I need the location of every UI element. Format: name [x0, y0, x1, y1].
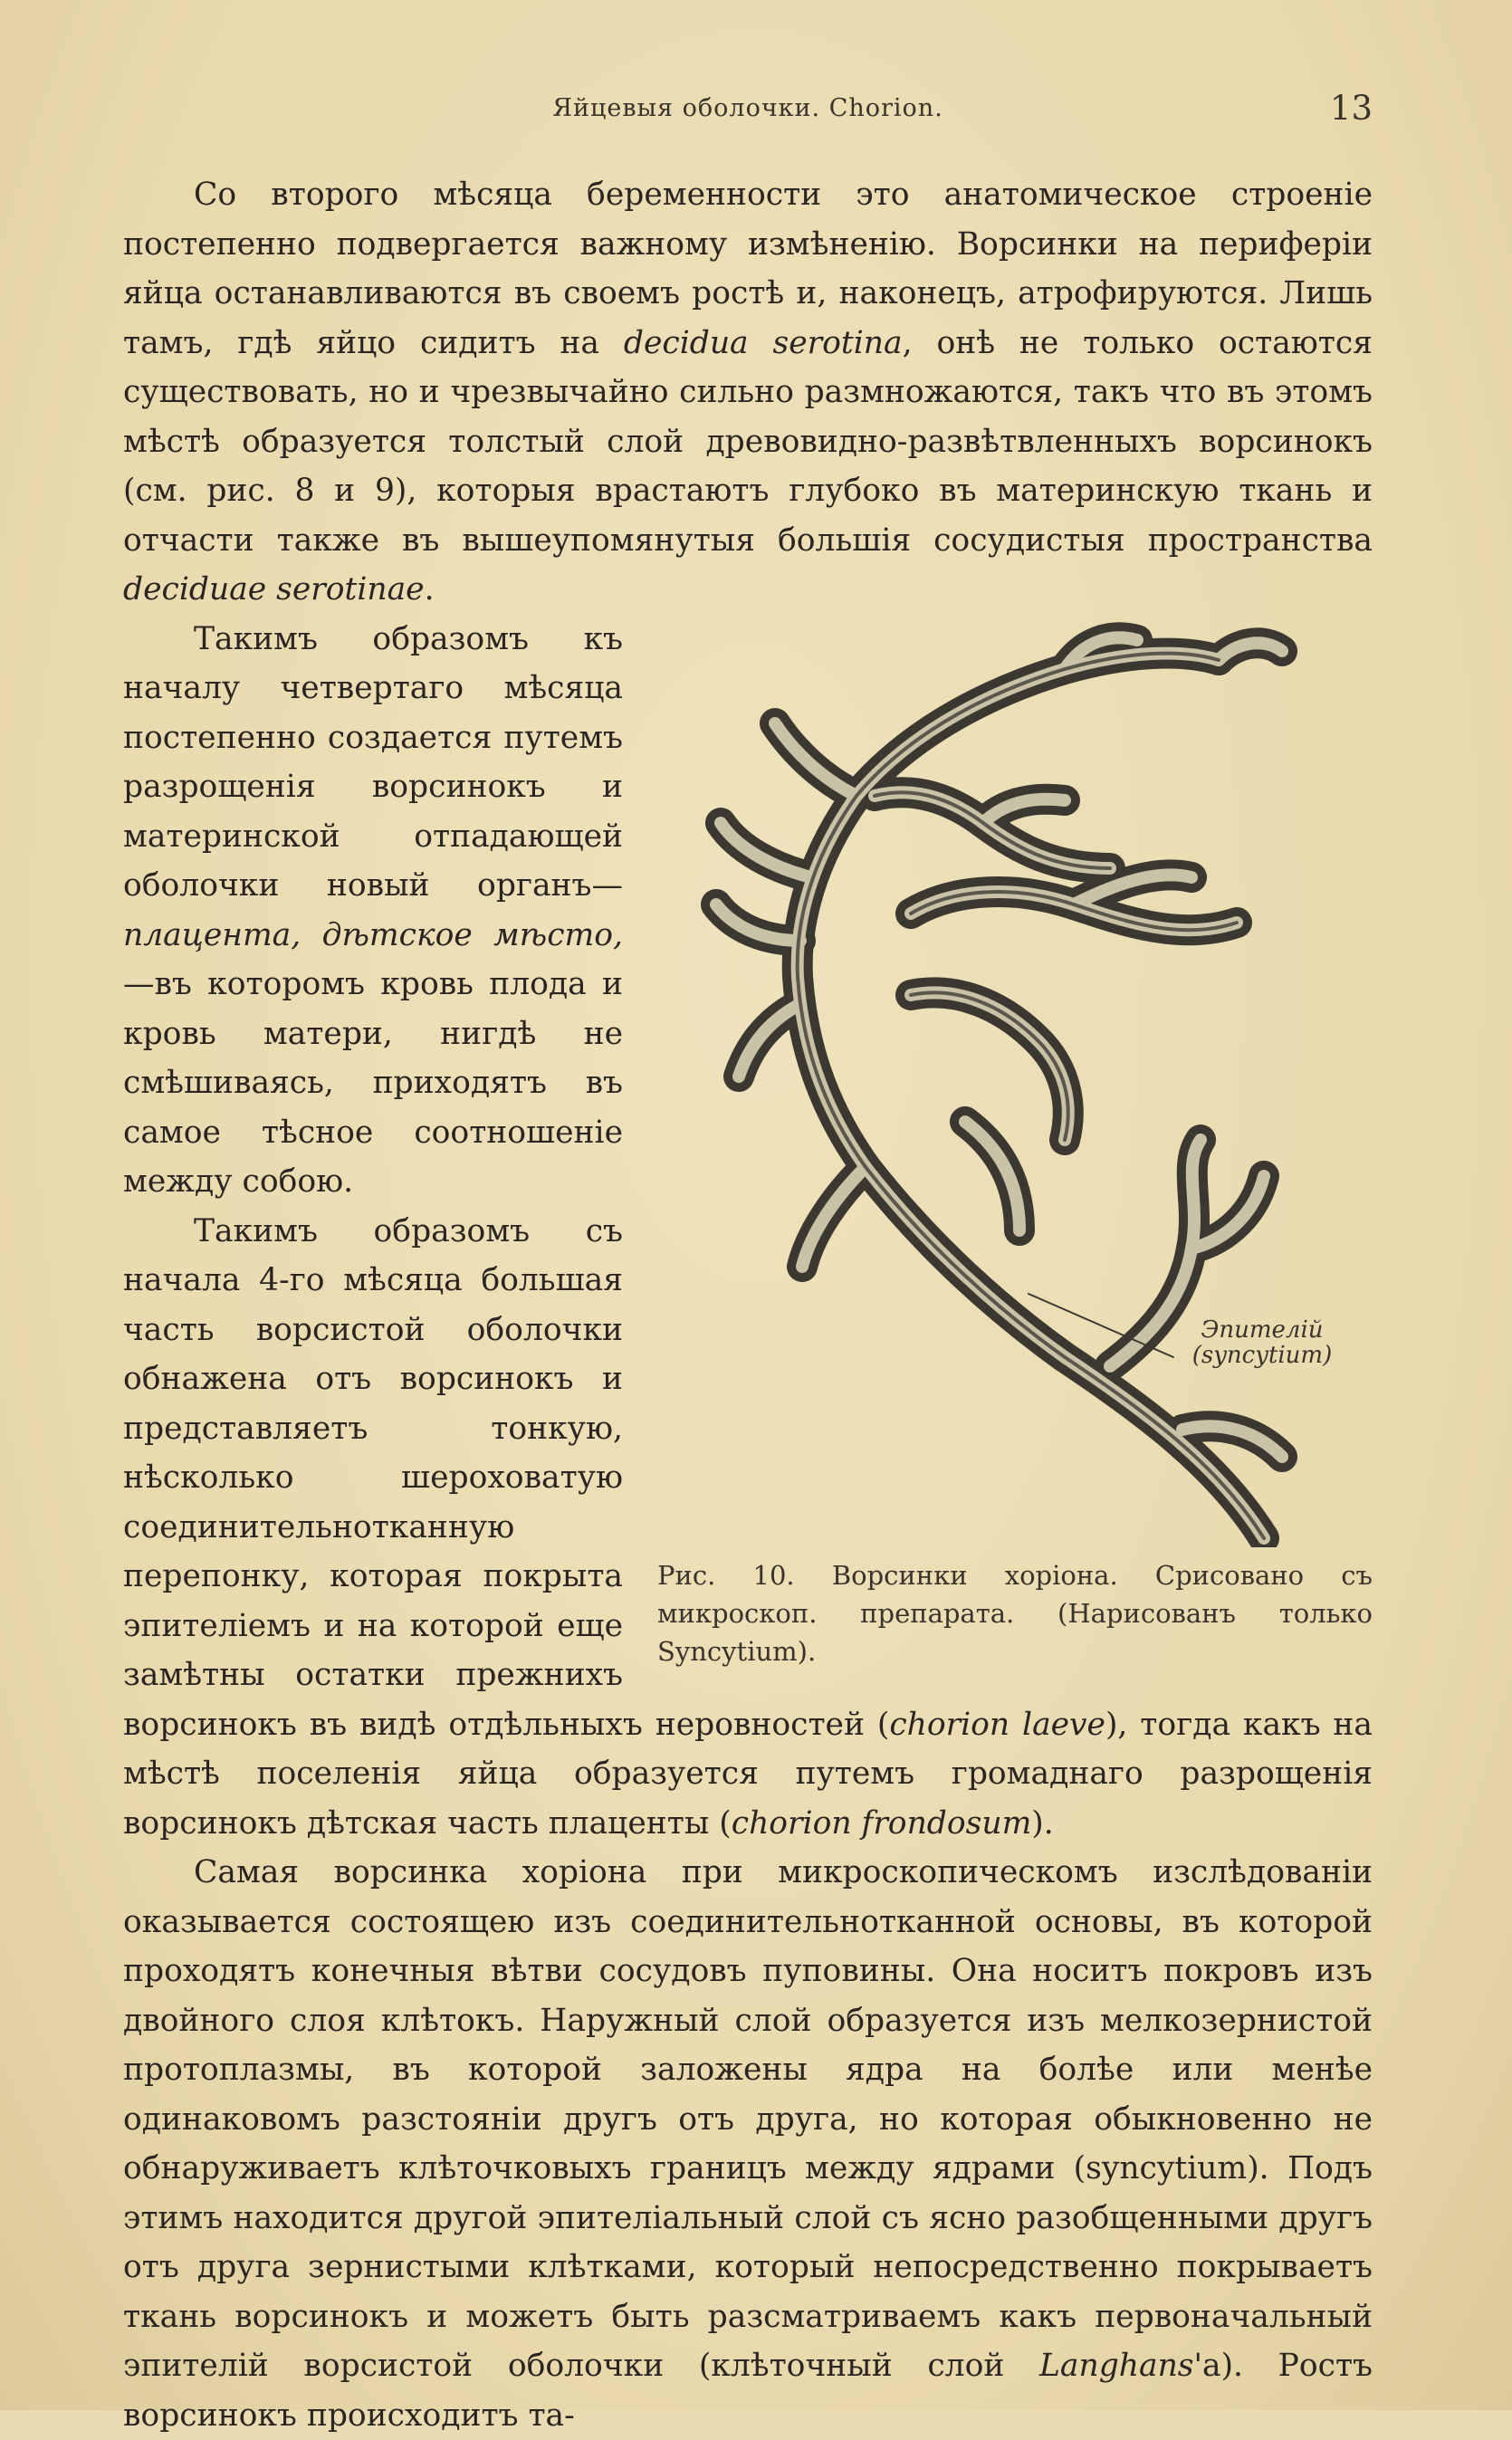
page-header [123, 89, 1373, 134]
figure-caption: Рис. 10. Ворсинки хоріона. Срисовано съ микроскоп. препарата. (Нарисованъ только Syncytium). [657, 1559, 1373, 1667]
villi-outline [716, 637, 1282, 1538]
paragraph-4: Самая ворсинка хоріона при микроскопическомъ изслѣдованіи оказывается состоящею изъ соединительнотканной основы, въ которой проходятъ конечныя вѣтви сосудовъ пуповины. Она носитъ покровъ изъ двойного слоя клѣтокъ. Наружный слой образуется изъ мелкозернистой протоплазмы, въ которой заложены ядра на болѣе или менѣе одинаковомъ разстояніи другъ отъ друга, но которая обыкновенно не обнаруживаетъ клѣточковыхъ границъ между ядрами (syncytium). Подъ этимъ находится другой эпителіальный слой съ ясно разобщенными другъ отъ друга зернистыми клѣтками, который непосредственно покрываетъ ткань ворсинокъ и можетъ быть разсматриваемъ какъ первоначальный эпителій ворсистой оболочки (клѣточный слой Langhans'а). Ростъ ворсинокъ происходитъ та- [123, 1854, 1373, 2434]
paragraph-1: Со второго мѣсяца беременности это анатомическое строеніе постепенно подвергается важному измѣненію. Ворсинки на периферіи яйца останавливаются въ своемъ ростѣ и, наконецъ, атрофируются. Лишь тамъ, гдѣ яйцо сидитъ на decidua serotina, онѣ не только остаются существовать, но и чрезвычайно сильно размножаются, такъ что въ этомъ мѣстѣ образуется толстый слой древовидно-развѣтвленныхъ ворсинокъ (см. рис. 8 и 9), которыя врастаютъ глубоко въ материнскую ткань и отчасти также въ вышеупомянутыя большія сосудистыя пространства deciduae serotinae. [123, 177, 1373, 608]
body-text [123, 170, 1373, 2440]
running-head: Яйцевыя оболочки. Chorion. [552, 94, 943, 122]
figure-label: Эпителій (syncytium) [1191, 1316, 1333, 1369]
page-number: 13 [1329, 89, 1373, 128]
chorion-villi-illustration [639, 615, 1373, 1547]
figure-chorion-villi [639, 615, 1373, 1687]
paragraph-3: Такимъ образомъ съ начала 4-го мѣсяца большая часть ворсистой оболочки обнажена отъ ворсинокъ и представляетъ тонкую, нѣсколько шероховатую соединительнотканную перепонку, которая покрыта эпителіемъ и на которой еще замѣтны остатки прежнихъ ворсинокъ въ видѣ отдѣльныхъ неровностей (chorion laeve), тогда какъ на мѣстѣ поселенія яйца образуется путемъ громаднаго разрощенія ворсинокъ дѣтская часть плаценты (chorion frondosum). [123, 1212, 1373, 1842]
paragraph-2: Такимъ образомъ къ началу четвертаго мѣсяца постепенно создается путемъ разрощенія ворсинокъ и материнской отпадающей оболочки новый органъ—плацента, дѣтское мѣсто,—въ которомъ кровь плода и кровь матери, нигдѣ не смѣшиваясь, приходятъ въ самое тѣсное соотношеніе между собою. [123, 620, 623, 1200]
